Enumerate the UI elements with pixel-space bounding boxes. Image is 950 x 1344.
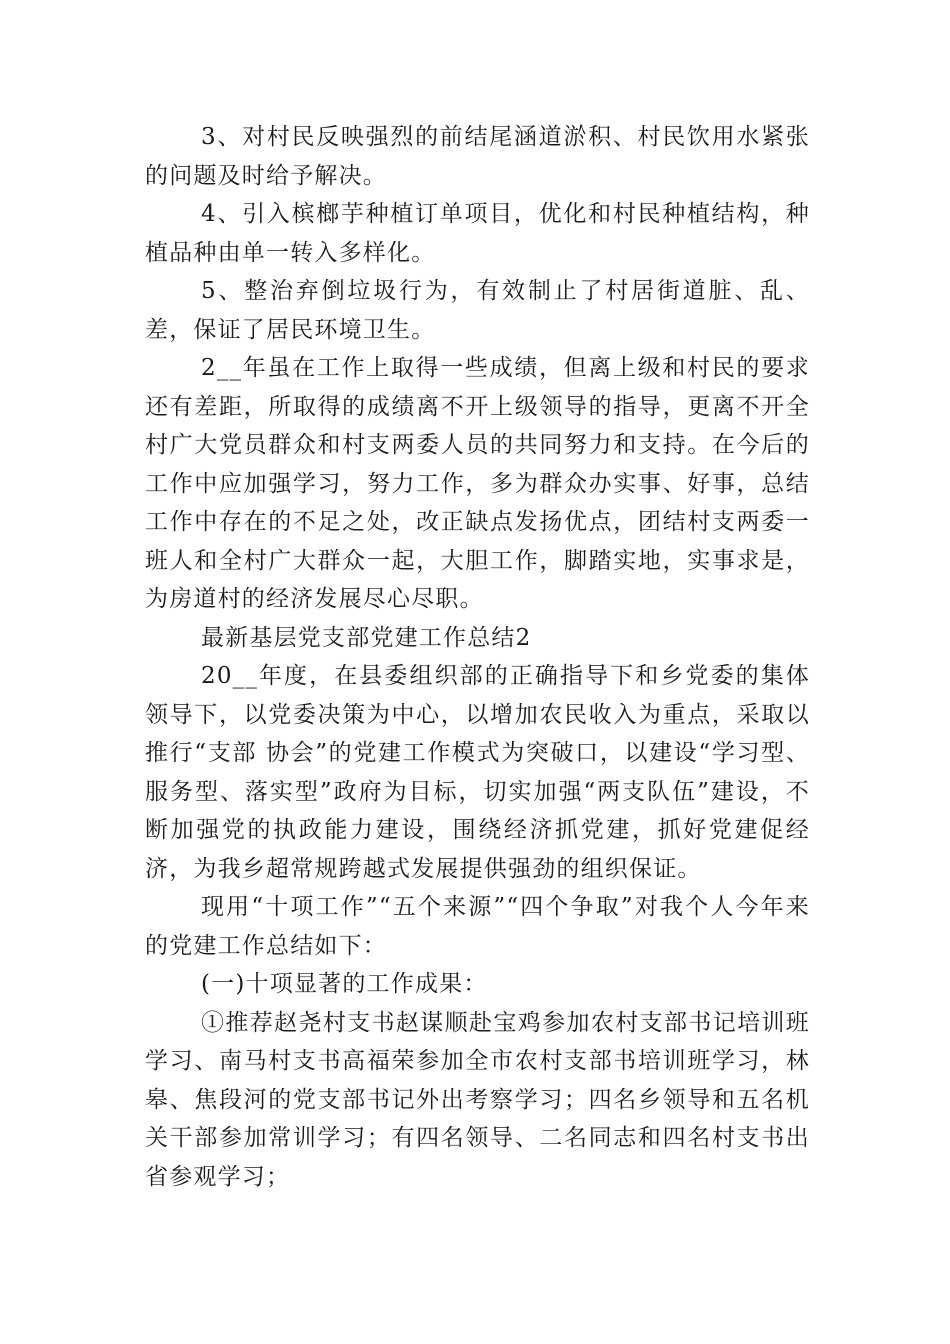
section-heading: 最新基层党支部党建工作总结2 <box>201 624 532 651</box>
paragraph-summary: 2__年虽在工作上取得一些成绩，但离上级和村民的要求还有差距，所取得的成绩离不开上级领导的指导，更离不开全村广大党员群众和村支两委人员的共同努力和支持。在今后的工作中应加强学习，努力工作，多为群众办实事、好事，总结工作中存在的不足之处，改正缺点发扬优点，团结村支两委一班人和全村广大群众一起，大胆工作，脚踏实地，实事求是，为房道村的经济发展尽心尽职。 <box>145 355 810 612</box>
paragraph-item-4: 4、引入槟榔芋种植订单项目，优化和村民种植结构，种植品种由单一转入多样化。 <box>145 201 810 266</box>
paragraph-overview: 现用“十项工作”“五个来源”“四个争取”对我个人今年来的党建工作总结如下： <box>145 894 810 959</box>
paragraph-item-5: 5、整治弃倒垃圾行为，有效制止了村居街道脏、乱、差，保证了居民环境卫生。 <box>145 278 810 343</box>
paragraph-item-3: 3、对村民反映强烈的前结尾涵道淤积、村民饮用水紧张的问题及时给予解决。 <box>145 124 810 189</box>
paragraph-result-1: ①推荐赵尧村支书赵谋顺赴宝鸡参加农村支部书记培训班学习、南马村支书高福荣参加全市农村支部书培训班学习，林皋、焦段河的党支部书记外出考察学习；四名乡领导和五名机关干部参加常训学习；有四名领导、二名同志和四名村支书出省参观学习； <box>145 1009 810 1190</box>
paragraph-intro: 20__年度，在县委组织部的正确指导下和乡党委的集体领导下，以党委决策为中心，以增加农民收入为重点，采取以推行“支部 协会”的党建工作模式为突破口，以建设“学习型、服务型、落实型”政府为目标，切实加强“两支队伍”建设，不断加强党的执政能力建设，围绕经济抓党建，抓好党建促经济，为我乡超常规跨越式发展提供强劲的组织保证。 <box>145 663 810 882</box>
subheading-results: (一)十项显著的工作成果： <box>201 971 488 997</box>
document-body <box>145 118 810 1196</box>
